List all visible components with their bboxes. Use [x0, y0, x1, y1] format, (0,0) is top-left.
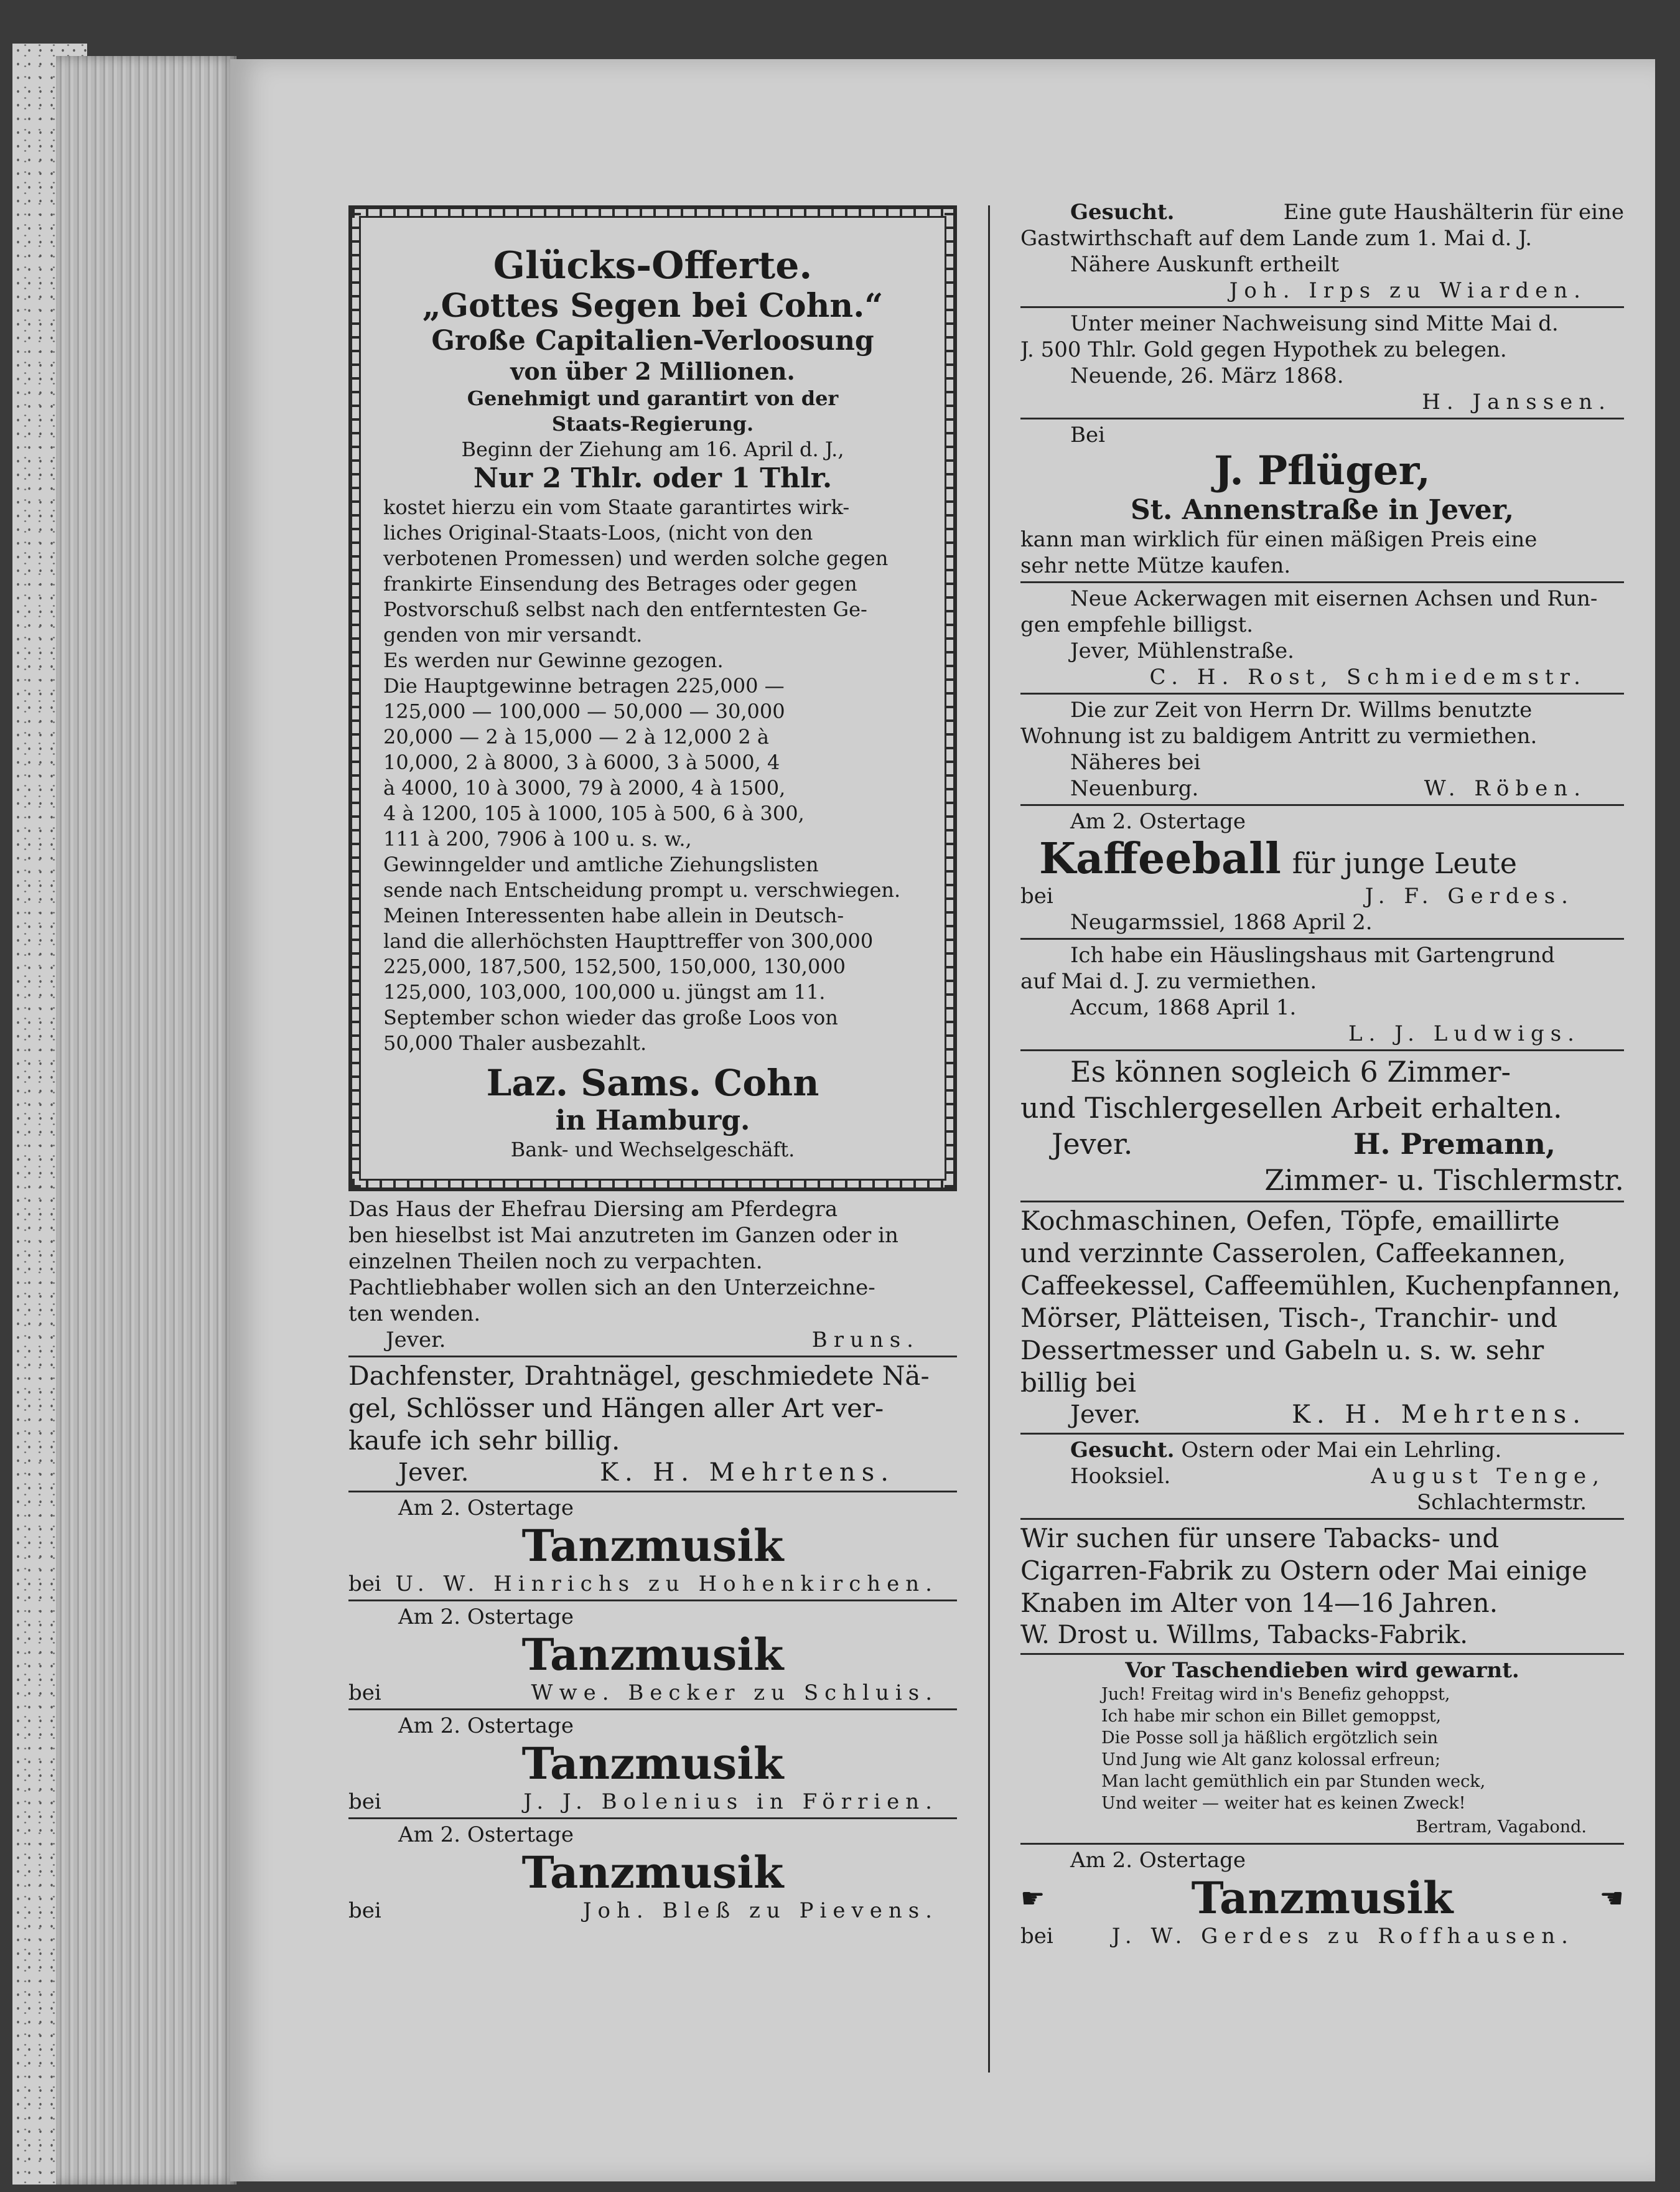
page-stack-edge	[56, 56, 236, 2185]
tanzmusik-ad	[348, 1708, 957, 1815]
lottery-firm: Laz. Sams. Cohn	[486, 1062, 819, 1104]
tanz5-title: Tanzmusik	[1191, 1872, 1454, 1924]
kaffeeball-rest: für junge Leute	[1292, 846, 1517, 880]
tenge-trade: Schlachtermstr.	[1416, 1490, 1587, 1515]
meh2-lines-line: und verzinnte Casserolen, Caffeekannen,	[1020, 1238, 1566, 1268]
tanz-date: Am 2. Ostertage	[398, 1604, 574, 1629]
gl-body-line: land die allerhöchsten Haupttreffer von 300,000	[383, 929, 874, 953]
dier-lines-line: einzelnen Theilen noch zu verpachten.	[348, 1249, 763, 1274]
left-column	[348, 205, 957, 1924]
premann-line2: und Tischlergesellen Arbeit erhalten.	[1020, 1091, 1562, 1125]
meh2-lines-line: Mörser, Plätteisen, Tisch-, Tranchir- und	[1020, 1303, 1558, 1333]
tanz-bei: bei	[348, 1898, 381, 1923]
tanz-title: Tanzmusik	[521, 1738, 784, 1789]
premann-line1: Es können sogleich 6 Zimmer-	[1070, 1055, 1511, 1089]
right-column	[1020, 199, 1624, 1949]
pflueger-line2: sehr nette Mütze kaufen.	[1020, 553, 1291, 578]
meh2-lines-line: Caffeekessel, Caffeemühlen, Kuchenpfannen,	[1020, 1270, 1621, 1301]
diersing-place: Jever.	[386, 1328, 446, 1352]
lottery-heading-2: von über 2 Millionen.	[510, 357, 795, 385]
gesucht-lead: Gesucht.	[1070, 200, 1175, 225]
gl-body-line: 225,000, 187,500, 152,500, 150,000, 130,000	[383, 955, 846, 978]
drost-ad	[1020, 1522, 1624, 1651]
rule	[1020, 1653, 1624, 1655]
tanz-title: Tanzmusik	[521, 1629, 784, 1680]
rule	[1020, 306, 1624, 308]
gl-body-line: September schon wieder das große Loos von	[383, 1006, 838, 1029]
roeben-line1: Die zur Zeit von Herrn Dr. Willms benutzte	[1070, 698, 1533, 723]
gl-body-line: 10,000, 2 à 8000, 3 à 6000, 3 à 5000, 4	[383, 751, 780, 774]
lottery-city: in Hamburg.	[555, 1105, 750, 1136]
roeben-place: Neuenburg.	[1070, 776, 1199, 801]
meh2-lines-line: Kochmaschinen, Oefen, Töpfe, emaillirte	[1020, 1206, 1560, 1236]
gesucht-line2: Gastwirthschaft auf dem Lande zum 1. Mai d. J.	[1020, 226, 1533, 251]
gl-body-line: 4 à 1200, 105 à 1000, 105 à 500, 6 à 300,	[383, 802, 805, 825]
gl-body-line: liches Original-Staats-Loos, (nicht von den	[383, 521, 813, 545]
lottery-approval-2: Staats-Regierung.	[551, 412, 754, 436]
roeben-ad	[1020, 697, 1624, 802]
lottery-ad	[348, 205, 957, 1191]
premann-trade: Zimmer- u. Tischlermstr.	[1264, 1163, 1624, 1197]
rule	[1020, 938, 1624, 940]
dier-lines-line: Das Haus der Ehefrau Diersing am Pferdegra	[348, 1197, 838, 1222]
rule	[1020, 1433, 1624, 1435]
kaffeeball-title: Kaffeeball	[1039, 834, 1281, 884]
gesucht-signature: Joh. Irps zu Wiarden.	[1229, 278, 1587, 303]
lottery-body	[383, 495, 922, 1056]
poem-lines-line: Man lacht gemüthlich ein par Stunden weck,	[1101, 1772, 1486, 1791]
diersing-ad	[348, 1196, 957, 1353]
mehrtens1-place: Jever.	[398, 1458, 469, 1487]
tanzmusik-ad	[348, 1491, 957, 1597]
lottery-approval: Genehmigt und garantirt von der	[467, 386, 839, 410]
tanz-bei: bei	[348, 1789, 381, 1814]
janssen-line3: Neuende, 26. März 1868.	[1070, 363, 1344, 388]
tanz-date: Am 2. Ostertage	[398, 1713, 574, 1738]
meh2-lines-line: Dessertmesser und Gabeln u. s. w. sehr	[1020, 1335, 1544, 1365]
gl-body-line: frankirte Einsendung des Betrages oder gegen	[383, 572, 857, 596]
tanz-host: J. J. Bolenius in Förrien.	[523, 1789, 938, 1814]
tenge-text: Ostern oder Mai ein Lehrling.	[1181, 1438, 1502, 1463]
rule	[348, 1491, 957, 1492]
poem-lines-line: Und Jung wie Alt ganz kolossal erfreun;	[1101, 1750, 1441, 1769]
tanz-host: Wwe. Becker zu Schluis.	[531, 1680, 938, 1705]
gesucht-line1: Eine gute Haushälterin für eine	[1283, 200, 1624, 225]
tanzmusik-ad	[348, 1600, 957, 1706]
tanz-bei: bei	[348, 1680, 381, 1705]
pointing-hand-left-icon: ☚	[1599, 1882, 1624, 1914]
lottery-price: Nur 2 Thlr. oder 1 Thlr.	[473, 462, 833, 494]
rule	[1020, 804, 1624, 806]
tenge-ad	[1020, 1437, 1624, 1515]
poem-ad	[1020, 1657, 1624, 1840]
gl-body-line: Meinen Interessenten habe allein in Deutsch-	[383, 904, 844, 927]
gl-body-line: Postvorschuß selbst nach den entferntesten Ge-	[383, 597, 867, 621]
janssen-ad	[1020, 311, 1624, 415]
pflueger-name: J. Pflüger,	[1214, 447, 1430, 494]
tenge-lead: Gesucht.	[1070, 1438, 1175, 1463]
rule	[1020, 581, 1624, 583]
kaffeeball-host: J. F. Gerdes.	[1365, 884, 1574, 909]
lottery-heading: Große Capitalien-Verloosung	[431, 325, 874, 357]
gesucht-haushaelterin-ad	[1020, 199, 1624, 304]
pflueger-line1: kann man wirklich für einen mäßigen Preis eine	[1020, 527, 1538, 552]
poem-lines-line: Ich habe mir schon ein Billet gemoppst,	[1101, 1707, 1442, 1726]
kaffeeball-date: Am 2. Ostertage	[1070, 809, 1246, 834]
janssen-line2: J. 500 Thlr. Gold gegen Hypothek zu belegen.	[1020, 337, 1507, 362]
tanz-host: U. W. Hinrichs zu Hohenkirchen.	[395, 1571, 938, 1596]
gl-body-line: kostet hierzu ein vom Staate garantirtes wirk-	[383, 495, 850, 519]
rule	[1020, 693, 1624, 695]
kaffeeball-dateline: Neugarmssiel, 1868 April 2.	[1070, 910, 1373, 935]
kaffeeball-ad	[1020, 808, 1624, 935]
tanz-date: Am 2. Ostertage	[398, 1822, 574, 1847]
gl-body-line: verbotenen Promessen) und werden solche gegen	[383, 546, 889, 570]
poem-lines-line: Die Posse soll ja häßlich ergötzlich sein	[1101, 1728, 1439, 1748]
lottery-subtitle: „Gottes Segen bei Cohn.“	[422, 287, 884, 325]
dier-lines-line: ben hieselbst ist Mai anzutreten im Ganzen oder in	[348, 1223, 898, 1248]
rost-line1: Neue Ackerwagen mit eisernen Achsen und Run-	[1070, 586, 1598, 611]
column-divider	[988, 205, 990, 2073]
mehrtens2-name: K. H. Mehrtens.	[1292, 1400, 1587, 1429]
mehrtens-ad-2	[1020, 1205, 1624, 1430]
pointing-hand-right-icon: ☛	[1020, 1882, 1045, 1914]
gesucht-line3: Nähere Auskunft ertheilt	[1070, 252, 1340, 277]
premann-name: H. Premann,	[1353, 1127, 1556, 1161]
premann-place: Jever.	[1052, 1127, 1133, 1161]
dier-lines-line: ten wenden.	[348, 1301, 481, 1326]
drost-lines-line: Wir suchen für unsere Tabacks- und	[1020, 1523, 1500, 1553]
gl-body-line: 125,000 — 100,000 — 50,000 — 30,000	[383, 700, 785, 723]
drost-lines-line: Cigarren-Fabrik zu Ostern oder Mai einige	[1020, 1555, 1587, 1586]
meh2-lines-line: billig bei	[1020, 1367, 1137, 1398]
pflueger-ad	[1020, 422, 1624, 579]
ludwigs-line1: Ich habe ein Häuslingshaus mit Gartengrund	[1070, 943, 1555, 968]
rule	[348, 1356, 957, 1357]
janssen-line1: Unter meiner Nachweisung sind Mitte Mai d.	[1070, 311, 1559, 336]
tenge-place: Hooksiel.	[1070, 1464, 1171, 1489]
roeben-signature: W. Röben.	[1424, 776, 1587, 801]
gl-body-line: Die Hauptgewinne betragen 225,000 —	[383, 674, 785, 698]
janssen-signature: H. Janssen.	[1422, 390, 1612, 415]
gl-body-line: à 4000, 10 à 3000, 79 à 2000, 4 à 1500,	[383, 776, 786, 800]
ludwigs-ad	[1020, 942, 1624, 1047]
meh1-lines-line: kaufe ich sehr billig.	[348, 1425, 620, 1456]
rost-line3: Jever, Mühlenstraße.	[1070, 639, 1294, 663]
rule	[1020, 1049, 1624, 1051]
rule	[348, 1600, 957, 1601]
lottery-begin: Beginn der Ziehung am 16. April d. J.,	[461, 438, 844, 461]
gl-body-line: Gewinngelder und amtliche Ziehungslisten	[383, 853, 819, 876]
tanz5-date: Am 2. Ostertage	[1070, 1848, 1246, 1873]
tanzmusik-ad-5	[1020, 1847, 1624, 1949]
lottery-title: Glücks-Offerte.	[493, 244, 813, 288]
pflueger-street: St. Annenstraße in Jever,	[1130, 494, 1514, 526]
ludwigs-line3: Accum, 1868 April 1.	[1070, 995, 1297, 1020]
premann-ad	[1020, 1054, 1624, 1198]
mehrtens1-name: K. H. Mehrtens.	[600, 1458, 895, 1487]
drost-signature: W. Drost u. Willms, Tabacks-Fabrik.	[1020, 1621, 1468, 1649]
mehrtens-ad-1	[348, 1360, 957, 1488]
gl-body-line: genden von mir versandt.	[383, 623, 643, 647]
ludwigs-line2: auf Mai d. J. zu vermiethen.	[1020, 969, 1317, 994]
dier-lines-line: Pachtliebhaber wollen sich an den Unterzeichne-	[348, 1275, 875, 1300]
gl-body-line: sende nach Entscheidung prompt u. verschwiegen.	[383, 878, 901, 902]
poem-title: Vor Taschendieben wird gewarnt.	[1125, 1658, 1519, 1683]
rost-signature: C. H. Rost, Schmiedemstr.	[1149, 665, 1587, 690]
rule	[348, 1708, 957, 1710]
meh1-lines-line: Dachfenster, Drahtnägel, geschmiedete Nä-	[348, 1361, 930, 1391]
gl-body-line: 20,000 — 2 à 15,000 — 2 à 12,000 2 à	[383, 725, 769, 749]
mehrtens2-place: Jever.	[1070, 1400, 1141, 1429]
pflueger-bei: Bei	[1070, 423, 1105, 447]
tanz5-bei: bei	[1020, 1924, 1053, 1949]
tanz-bei: bei	[348, 1571, 381, 1596]
roeben-line3: Näheres bei	[1070, 750, 1201, 775]
tanz-title: Tanzmusik	[521, 1847, 784, 1898]
gl-body-line: 50,000 Thaler ausbezahlt.	[383, 1031, 647, 1055]
tanz5-host: J. W. Gerdes zu Roffhausen.	[1111, 1924, 1574, 1949]
rost-line2: gen empfehle billigst.	[1020, 612, 1254, 637]
poem-lines-line: Juch! Freitag wird in's Benefiz gehoppst,	[1101, 1685, 1450, 1704]
tanz-date: Am 2. Ostertage	[398, 1496, 574, 1520]
meh1-lines-line: gel, Schlösser und Hängen aller Art ver-	[348, 1393, 884, 1423]
roeben-line2: Wohnung ist zu baldigem Antritt zu vermiethen.	[1020, 724, 1538, 749]
rule	[1020, 418, 1624, 419]
diersing-name: Bruns.	[811, 1328, 920, 1352]
rule	[1020, 1518, 1624, 1520]
tanz-title: Tanzmusik	[521, 1520, 784, 1571]
gl-body-line: 111 à 200, 7906 à 100 u. s. w.,	[383, 827, 692, 851]
rost-ad	[1020, 586, 1624, 690]
tanz-host: Joh. Bleß zu Pievens.	[582, 1898, 938, 1923]
poem-signature: Bertram, Vagabond.	[1416, 1817, 1587, 1837]
gl-body-line: Es werden nur Gewinne gezogen.	[383, 649, 724, 672]
lottery-kind: Bank- und Wechselgeschäft.	[510, 1138, 795, 1161]
tanzmusik-ad	[348, 1817, 957, 1924]
gl-body-line: 125,000, 103,000, 100,000 u. jüngst am 11.	[383, 980, 826, 1004]
kaffeeball-bei: bei	[1020, 884, 1053, 909]
tenge-name: August Tenge,	[1371, 1464, 1605, 1489]
poem-lines-line: Und weiter — weiter hat es keinen Zweck!	[1101, 1794, 1466, 1813]
ludwigs-signature: L. J. Ludwigs.	[1348, 1021, 1580, 1046]
rule	[1020, 1843, 1624, 1845]
rule	[348, 1817, 957, 1819]
rule	[1020, 1201, 1624, 1202]
drost-lines-line: Knaben im Alter von 14—16 Jahren.	[1020, 1588, 1498, 1618]
